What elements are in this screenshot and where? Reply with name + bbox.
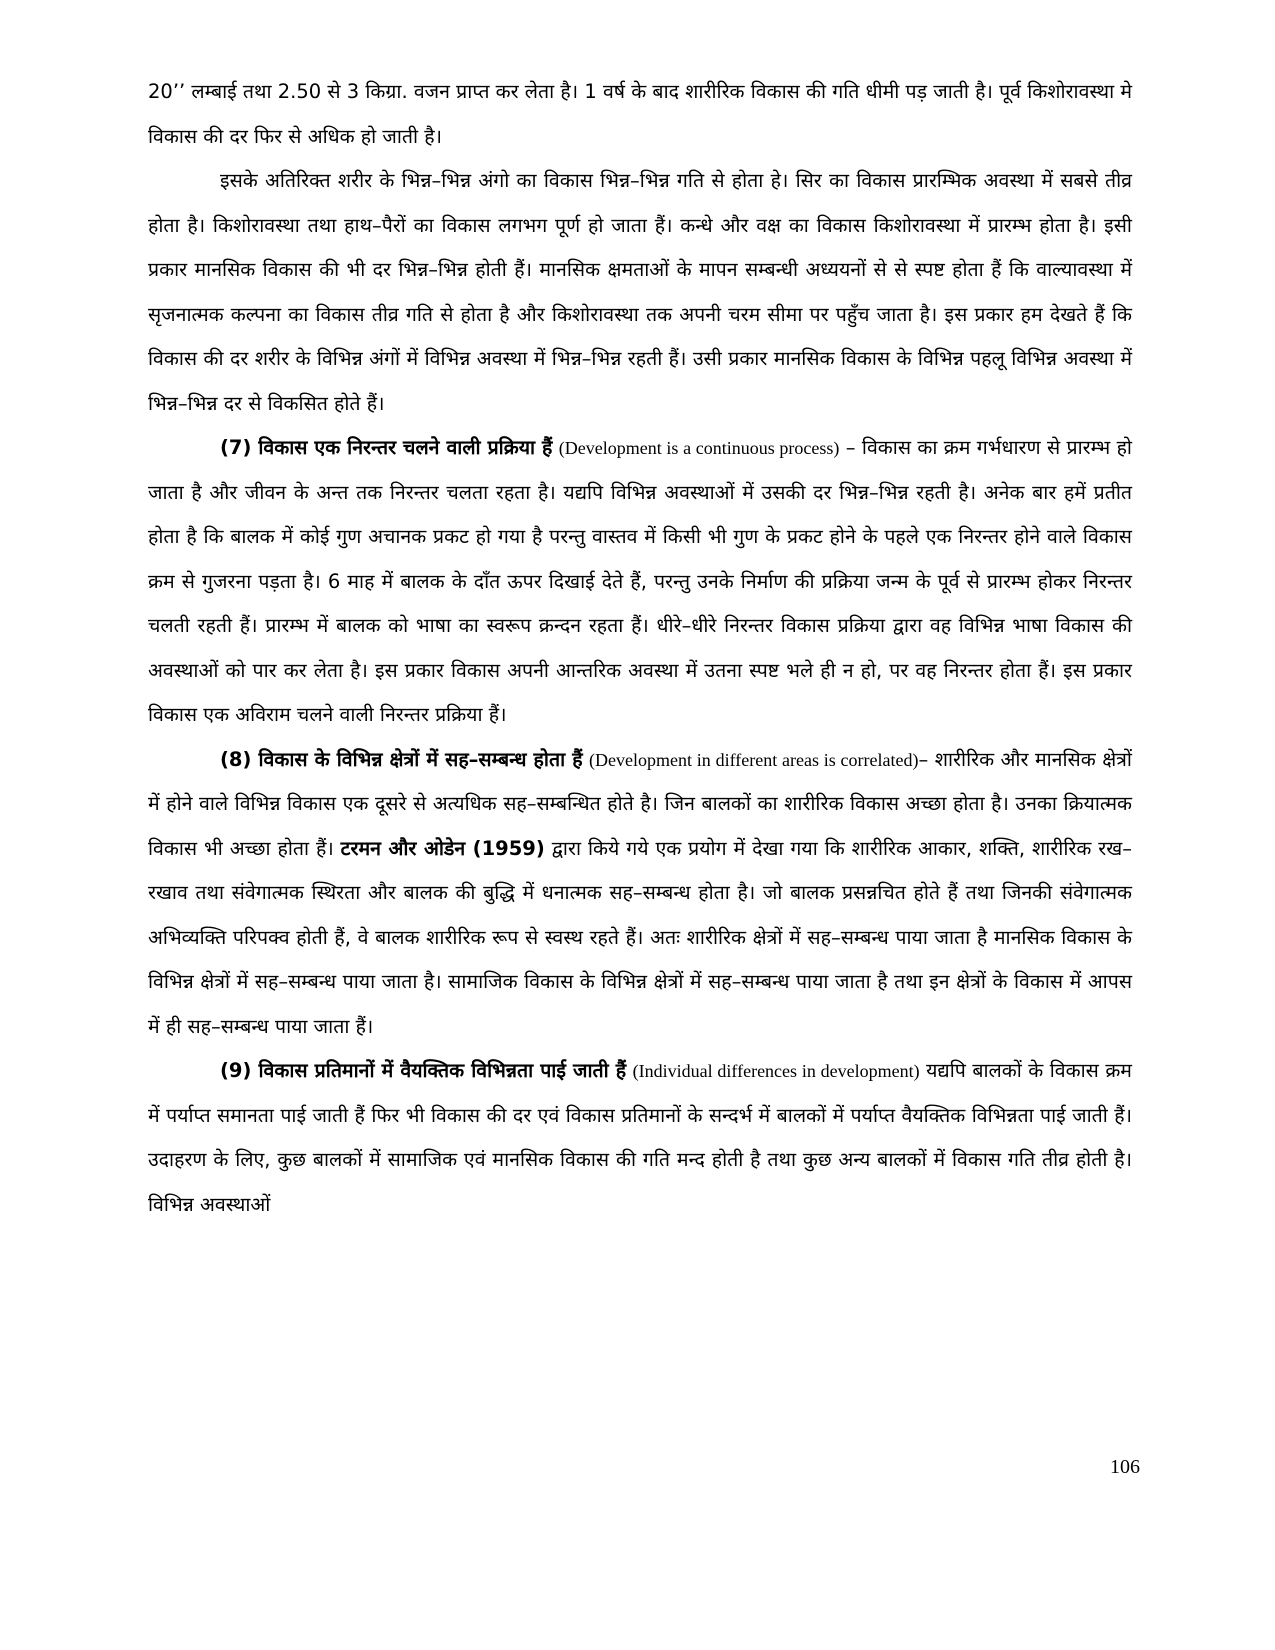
page-number: 106 <box>1110 1456 1140 1478</box>
section-heading-9: (9) विकास प्रतिमानों में वैयक्तिक विभिन्नता पाई जाती हैं <box>220 1059 627 1082</box>
english-subheading-8: (Development in different areas is correlated) <box>589 749 919 770</box>
section-heading-7: (7) विकास एक निरन्तर चलने वाली प्रक्रिया हैं <box>220 436 553 459</box>
paragraph-text: – विकास का क्रम गर्भधारण से प्रारम्भ हो जाता है और जीवन के अन्त तक निरन्तर चलता रहता है। यद्यपि विभिन्न अवस्थाओं में उसकी दर भिन्न–भिन्न रहती है। अनेक बार हमें प्रतीत होता है कि बालक में कोई गुण अचानक प्रकट हो गया है परन्तु वास्तव में किसी भी गुण के प्रकट होने के पहले एक निरन्तर होने वाले विकास क्रम से गुजरना पड़ता है। 6 माह में बालक के दाँत ऊपर दिखाई देते हैं, परन्तु उनके निर्माण की प्रक्रिया जन्म के पूर्व से प्रारम्भ होकर निरन्तर चलती रहती हैं। प्रारम्भ में बालक को भाषा का स्वरूप क्रन्दन रहता हैं। धीरे–धीरे निरन्तर विकास प्रक्रिया द्वारा वह विभिन्न भाषा विकास की अवस्थाओं को पार कर लेता है। इस प्रकार विकास अपनी आन्तरिक अवस्था में उतना स्पष्ट भले ही न हो, पर वह निरन्तर होता हैं। इस प्रकार विकास एक अविराम चलने वाली निरन्तर प्रक्रिया हैं। <box>148 436 1132 726</box>
paragraph-text: द्वारा किये गये एक प्रयोग में देखा गया कि शारीरिक आकार, शक्ति, शारीरिक रख–रखाव तथा संवेगात्मक स्थिरता और बालक की बुद्धि में धनात्मक सह–सम्बन्ध होता है। जो बालक प्रसन्नचित होते हैं तथा जिनकी संवेगात्मक अभिव्यक्ति परिपक्व होती हैं, वे बालक शारीरिक रूप से स्वस्थ रहते हैं। अतः शारीरिक क्षेत्रों में सह–सम्बन्ध पाया जाता है मानसिक विकास के विभिन्न क्षेत्रों में सह–सम्बन्ध पाया जाता है। सामाजिक विकास के विभिन्न क्षेत्रों में सह–सम्बन्ध पाया जाता है तथा इन क्षेत्रों के विकास में आपस में ही सह–सम्बन्ध पाया जाता हैं। <box>148 836 1132 1038</box>
paragraph-text: 20’’ लम्बाई तथा 2.50 से 3 किग्रा. वजन प्राप्त कर लेता है। 1 वर्ष के बाद शारीरिक विकास की गति धीमी पड़ जाती है। पूर्व किशोरावस्था मे विकास की दर फिर से अधिक हो जाती है। <box>148 80 1132 148</box>
paragraph-point-9 <box>148 1049 1132 1227</box>
body-text <box>148 70 1132 1227</box>
paragraph-point-8 <box>148 738 1132 1050</box>
section-heading-8: (8) विकास के विभिन्न क्षेत्रों में सह–सम्बन्ध होता हैं <box>220 747 583 771</box>
paragraph-text: इसके अतिरिक्त शरीर के भिन्न–भिन्न अंगो का विकास भिन्न–भिन्न गति से होता हे। सिर का विकास प्रारम्भिक अवस्था में सबसे तीव्र होता है। किशोरावस्था तथा हाथ–पैरों का विकास लगभग पूर्ण हो जाता हैं। कन्धे और वक्ष का विकास किशोरावस्था में प्रारम्भ होता है। इसी प्रकार मानसिक विकास की भी दर भिन्न–भिन्न होती हैं। मानसिक क्षमताओं के मापन सम्बन्धी अध्ययनों से से स्पष्ट होता हैं कि वाल्यावस्था में सृजनात्मक कल्पना का विकास तीव्र गति से होता है और किशोरावस्था तक अपनी चरम सीमा पर पहुँच जाता है। इस प्रकार हम देखते हैं कि विकास की दर शरीर के विभिन्न अंगों में विभिन्न अवस्था में भिन्न–भिन्न रहती हैं। उसी प्रकार मानसिक विकास के विभिन्न पहलू विभिन्न अवस्था में भिन्न–भिन्न दर से विकसित होते हैं। <box>148 169 1132 415</box>
citation-terman-oden: टरमन और ओडेन (1959) <box>340 836 545 860</box>
paragraph-continuation <box>148 70 1132 159</box>
paragraph-text: यद्यपि बालकों के विकास क्रम में पर्याप्त समानता पाई जाती हैं फिर भी विकास की दर एवं विकास प्रतिमानों के सन्दर्भ में बालकों में पर्याप्त वैयक्तिक विभिन्नता पाई जाती हैं। उदाहरण के लिए, कुछ बालकों में सामाजिक एवं मानसिक विकास की गति मन्द होती है तथा कुछ अन्य बालकों में विकास गति तीव्र होती है। विभिन्न अवस्थाओं <box>148 1059 1132 1216</box>
paragraph-body-parts-development <box>148 159 1132 426</box>
english-subheading-7: (Development is a continuous process) <box>558 438 840 458</box>
english-subheading-9: (Individual differences in development) <box>632 1061 920 1081</box>
paragraph-point-7 <box>148 426 1132 738</box>
paragraph-text: – शारीरिक और मानसिक क्षेत्रों में होने वाले विभिन्न विकास एक दूसरे से अत्यधिक सह–सम्बन्धित होते है। जिन बालकों का शारीरिक विकास अच्छा होता है। उनका क्रियात्मक विकास भी अच्छा होता हैं। <box>148 747 1132 860</box>
